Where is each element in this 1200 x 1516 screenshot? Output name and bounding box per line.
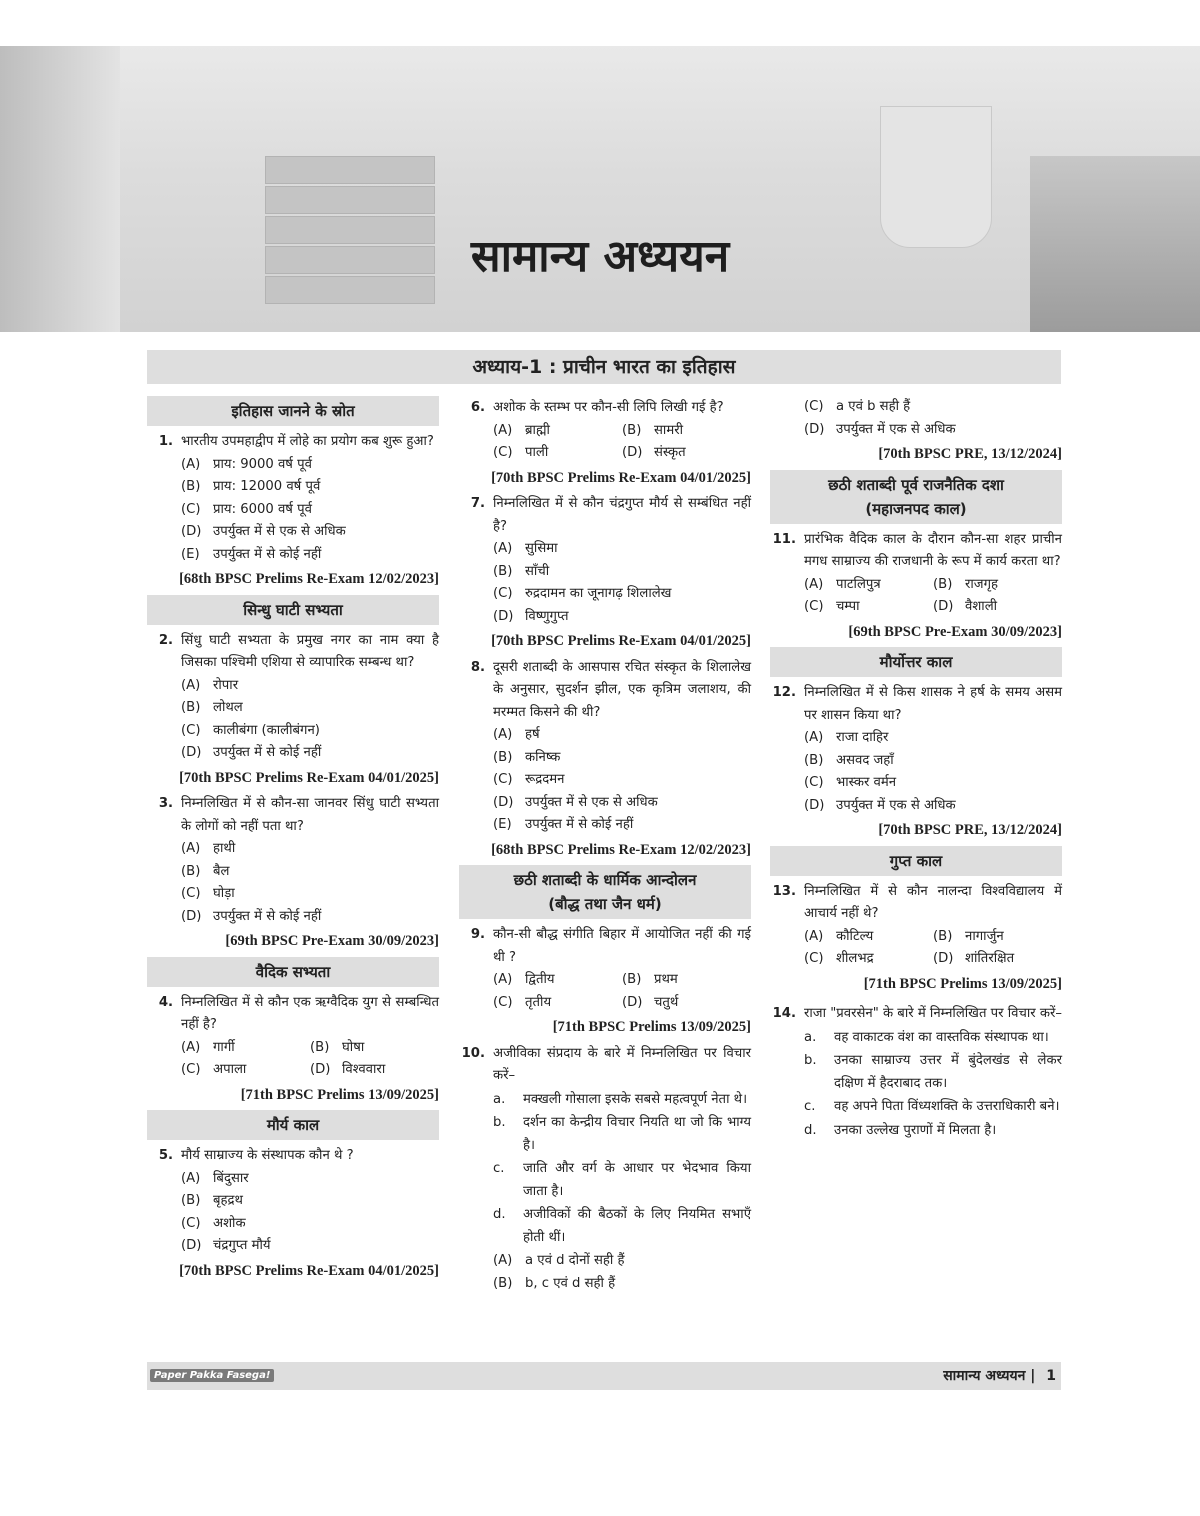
option-row: (C) शीलभद्र (D) शांतिरक्षित — [804, 951, 1015, 966]
option: (A) a एवं d दोनों सही हैं — [493, 1253, 625, 1268]
option: (D) चंद्रगुप्त मौर्य — [181, 1238, 271, 1253]
option: (A) सुसिमा — [493, 541, 558, 556]
statement: d. अजीविकों की बैठकों के लिए नियमित सभाएँ होती थीं। — [493, 1207, 751, 1245]
option: (E) उपर्युक्त में से कोई नहीं — [493, 817, 634, 832]
section-heading: इतिहास जानने के स्रोत — [147, 396, 439, 426]
option: (B) असवद जहाँ — [804, 752, 894, 768]
option: (E) उपर्युक्त में से कोई नहीं — [181, 546, 322, 562]
option: (D) विष्णुगुप्त — [493, 608, 569, 624]
column-3 — [770, 396, 1062, 1143]
section-heading: मौर्योत्तर काल — [770, 647, 1062, 677]
option: (C) रुद्रदामन का जूनागढ़ शिलालेख — [493, 586, 672, 601]
question-12: 12. निम्नलिखित में से किस शासक ने हर्ष के समय असम पर शासन किया था? — [772, 685, 1062, 723]
exam-source: [70th BPSC Prelims Re-Exam 04/01/2025] — [179, 1262, 439, 1279]
option: (C) कालीबंगा (कालीबंगन) — [181, 722, 320, 738]
statement: d. उनका उल्लेख पुराणों में मिलता है। — [804, 1122, 997, 1138]
question-13: 13. निम्नलिखित में से कौन नालन्दा विश्वविद्यालय में आचार्य नहीं थे? — [772, 883, 1062, 921]
exam-source: [68th BPSC Prelims Re-Exam 12/02/2023] — [491, 841, 751, 858]
statement: a. मक्खली गोसाला इसके सबसे महत्वपूर्ण नेता थे। — [493, 1091, 748, 1107]
option: (D) उपर्युक्त में एक से अधिक — [804, 421, 956, 437]
header-banner — [0, 46, 1200, 332]
option: (A) बिंदुसार — [181, 1170, 249, 1186]
option: (C) प्राय: 6000 वर्ष पूर्व — [181, 501, 312, 517]
option: (C) अशोक — [181, 1215, 246, 1231]
option: (B) प्राय: 12000 वर्ष पूर्व — [181, 479, 321, 494]
option-row: (A) द्वितीय (B) प्रथम — [493, 972, 678, 987]
banner-shade — [0, 46, 120, 332]
section-heading: वैदिक सभ्यता — [147, 957, 439, 987]
option: (C) घोड़ा — [181, 886, 235, 901]
option: (B) बृहद्रथ — [181, 1193, 243, 1208]
option: (A) प्राय: 9000 वर्ष पूर्व — [181, 456, 312, 472]
page-number: 1 — [1046, 1368, 1056, 1384]
option: (D) उपर्युक्त में से कोई नहीं — [181, 908, 322, 924]
option: (B) लोथल — [181, 700, 243, 715]
option: (D) उपर्युक्त में से कोई नहीं — [181, 745, 322, 760]
option: (C) भास्कर वर्मन — [804, 775, 897, 790]
question-11: 11. प्रारंभिक वैदिक काल के दौरान कौन-सा शहर प्राचीन मगध साम्राज्य की राजधानी के रूप में कार्य करता था? — [772, 531, 1062, 569]
option: (B) साँची — [493, 563, 550, 579]
statement: a. वह वाकाटक वंश का वास्तविक संस्थापक था। — [804, 1029, 1049, 1045]
option: (B) b, c एवं d सही हैं — [493, 1275, 616, 1291]
question-6: 6. अशोक के स्तम्भ पर कौन-सी लिपि लिखी गई है? — [470, 400, 724, 415]
exam-source: [70th BPSC Prelims Re-Exam 04/01/2025] — [491, 633, 751, 649]
option: (A) हर्ष — [493, 727, 540, 742]
option: (B) बैल — [181, 863, 230, 879]
exam-source: [71th BPSC Prelims 13/09/2025] — [863, 975, 1062, 992]
question-5: 5. मौर्य साम्राज्य के संस्थापक कौन थे ? — [158, 1148, 354, 1163]
option: (D) उपर्युक्त में से एक से अधिक — [181, 524, 346, 539]
exam-source: [68th BPSC Prelims Re-Exam 12/02/2023] — [179, 571, 439, 587]
section-heading: सिन्धु घाटी सभ्यता — [147, 595, 439, 625]
section-heading: मौर्य काल — [147, 1110, 439, 1140]
footer-bar — [147, 1362, 1061, 1390]
option-row: (A) ब्राह्मी (B) सामरी — [493, 422, 684, 438]
question-1: 1. भारतीय उपमहाद्वीप में लोहे का प्रयोग कब शुरू हुआ? — [158, 434, 434, 449]
section-heading: छठी शताब्दी पूर्व राजनैतिक दशा (महाजनपद काल) — [770, 470, 1062, 524]
option: (C) a एवं b सही हैं — [804, 399, 911, 414]
exam-source: [69th BPSC Pre-Exam 30/09/2023] — [848, 623, 1062, 640]
exam-source: [70th BPSC Prelims Re-Exam 04/01/2025] — [179, 769, 439, 786]
option-row: (C) तृतीय (D) चतुर्थ — [493, 994, 679, 1010]
question-9: 9. कौन-सी बौद्ध संगीति बिहार में आयोजित नहीं की गई थी ? — [470, 927, 751, 965]
option: (D) उपर्युक्त में से एक से अधिक — [493, 794, 658, 810]
option: (A) राजा दाहिर — [804, 730, 889, 745]
exam-source: [69th BPSC Pre-Exam 30/09/2023] — [225, 933, 439, 949]
exam-source: [71th BPSC Prelims 13/09/2025] — [552, 1019, 751, 1035]
question-14: 14. राजा "प्रवरसेन" के बारे में निम्नलिखित पर विचार करें– — [772, 1006, 1062, 1021]
option-row: (C) पाली (D) संस्कृत — [493, 445, 686, 460]
column-1 — [147, 394, 439, 1286]
option: (C) रूद्रदमन — [493, 772, 565, 787]
question-10: 10. अजीविका संप्रदाय के बारे में निम्नलिखित पर विचार करें– — [461, 1045, 751, 1083]
statement: c. जाति और वर्ग के आधार पर भेदभाव किया जाता है। — [493, 1161, 751, 1199]
option: (A) रोपार — [181, 677, 239, 693]
question-7: 7. निम्नलिखित में से कौन चंद्रगुप्त मौर्य से सम्बंधित नहीं है? — [470, 496, 751, 534]
option-row: (A) कौटिल्य (B) नागार्जुन — [804, 928, 1004, 944]
exam-source: [71th BPSC Prelims 13/09/2025] — [240, 1086, 439, 1103]
exam-source: [70th BPSC PRE, 13/12/2024] — [878, 446, 1062, 462]
page-title: सामान्य अध्ययन — [470, 231, 730, 282]
exam-source: [70th BPSC PRE, 13/12/2024] — [878, 822, 1062, 838]
column-2 — [459, 394, 751, 1295]
publisher-logo: Paper Pakka Fasega! — [150, 1369, 274, 1382]
option-row: (A) गार्गी (B) घोषा — [181, 1039, 365, 1055]
option: (B) कनिष्क — [493, 749, 561, 765]
question-2: 2. सिंधु घाटी सभ्यता के प्रमुख नगर का नाम क्या है जिसका पश्चिमी एशिया से व्यापारिक सम्बन्ध था? — [158, 632, 439, 670]
option-row: (C) अपाला (D) विश्ववारा — [181, 1062, 386, 1077]
question-8: 8. दूसरी शताब्दी के आसपास रचित संस्कृत के शिलालेख के अनुसार, सुदर्शन झील, एक कृत्रिम जलाशय, की मरम्मत किसने की थी? — [470, 659, 751, 720]
option: (D) उपर्युक्त में एक से अधिक — [804, 797, 956, 813]
question-4: 4. निम्नलिखित में से कौन एक ऋग्वैदिक युग से सम्बन्धित नहीं है? — [158, 994, 439, 1032]
chapter-title: अध्याय-1 : प्राचीन भारत का इतिहास — [147, 350, 1061, 384]
section-heading: गुप्त काल — [770, 846, 1062, 876]
page-footer — [943, 1362, 1056, 1390]
footer-section: सामान्य अध्ययन | — [943, 1368, 1036, 1384]
statement: c. वह अपने पिता विंध्यशक्ति के उत्तराधिकारी बने। — [804, 1099, 1060, 1114]
question-3: 3. निम्नलिखित में से कौन-सा जानवर सिंधु घाटी सभ्यता के लोगों को नहीं पता था? — [158, 796, 439, 834]
statement: b. दर्शन का केन्द्रीय विचार नियति था जो कि भाग्य है। — [493, 1115, 751, 1153]
section-heading: छठी शताब्दी के धार्मिक आन्दोलन (बौद्ध तथा जैन धर्म) — [459, 865, 751, 919]
option: (A) हाथी — [181, 841, 236, 856]
option-row: (C) चम्पा (D) वैशाली — [804, 599, 998, 614]
option-row: (A) पाटलिपुत्र (B) राजगृह — [804, 576, 999, 592]
statement: b. उनका साम्राज्य उत्तर में बुंदेलखंड से लेकर दक्षिण में हैदराबाद तक। — [804, 1053, 1062, 1091]
exam-source: [70th BPSC Prelims Re-Exam 04/01/2025] — [491, 469, 751, 486]
